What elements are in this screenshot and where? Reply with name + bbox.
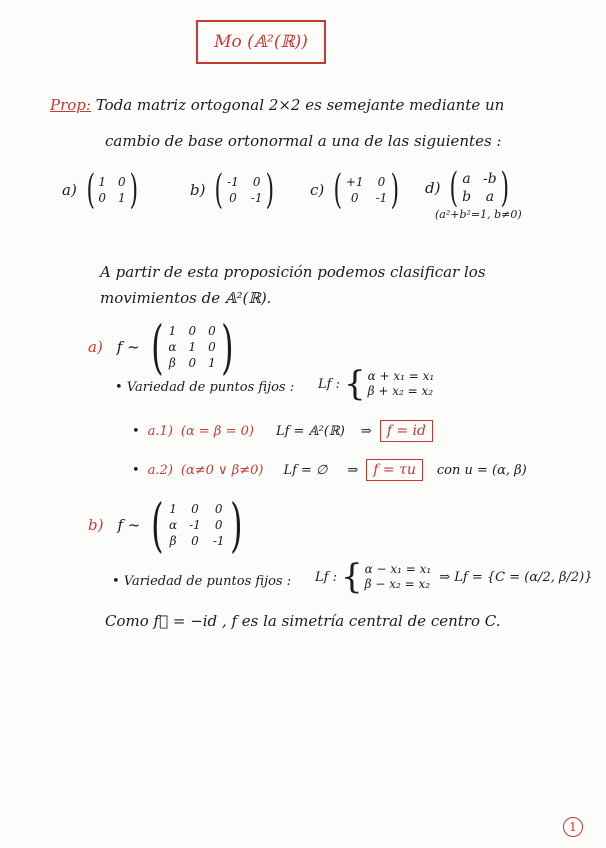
matrix-cell: 0 bbox=[188, 356, 197, 370]
matrix-cell: -b bbox=[483, 171, 497, 187]
matrix-cell: -1 bbox=[250, 191, 263, 205]
paragraph-line-1: A partir de esta proposición podemos clasificar los bbox=[100, 263, 486, 281]
matrix-cell: 0 bbox=[214, 518, 223, 532]
page-title-text: Mo (𝔸²(ℝ)) bbox=[214, 32, 308, 52]
case-a2-lf: Lf = ∅ bbox=[283, 462, 328, 478]
brace-icon: { bbox=[340, 557, 363, 597]
matrix-cell: 0 bbox=[229, 191, 237, 205]
matrix-cell: a bbox=[462, 171, 471, 187]
matrix-cell: 1 bbox=[208, 356, 216, 370]
proposition-line-1 bbox=[50, 96, 504, 114]
case-b-equations bbox=[365, 562, 432, 592]
page-title bbox=[196, 20, 326, 64]
case-a-equations bbox=[368, 369, 435, 399]
case-a-fixed-label: • Variedad de puntos fijos : bbox=[115, 380, 295, 395]
matrix-a-cells bbox=[98, 175, 125, 205]
implies-arrow: ⇒ bbox=[347, 462, 359, 478]
case-b-system bbox=[315, 557, 593, 597]
paren-left: ( bbox=[151, 491, 164, 559]
case-a-system bbox=[318, 364, 435, 404]
case-a-matrix-cells bbox=[168, 324, 215, 370]
bullet: • bbox=[132, 423, 140, 439]
paren-right: ) bbox=[265, 167, 275, 213]
case-a-f: f ~ bbox=[116, 338, 140, 356]
page-number bbox=[563, 817, 583, 837]
matrix-b bbox=[190, 167, 278, 213]
case-a-matrix bbox=[88, 313, 238, 381]
case-b-label: b) bbox=[88, 516, 104, 534]
case-a1-label: a.1) bbox=[147, 423, 173, 439]
case-b-matrix bbox=[88, 491, 247, 559]
matrix-d-cells bbox=[462, 171, 497, 205]
paren-right: ) bbox=[500, 165, 509, 211]
implies-arrow: ⇒ bbox=[360, 423, 372, 439]
paren-right: ) bbox=[129, 167, 138, 213]
prop-label: Prop: bbox=[50, 96, 91, 114]
matrix-cell: 0 bbox=[191, 502, 199, 516]
case-a-label: a) bbox=[88, 338, 103, 356]
matrix-c-cells bbox=[346, 175, 387, 205]
paren-right: ) bbox=[390, 167, 400, 213]
matrix-cell: 1 bbox=[169, 502, 177, 516]
matrix-b-label: b) bbox=[190, 181, 206, 199]
paren-right: ) bbox=[229, 491, 243, 559]
matrix-cell: α bbox=[168, 340, 177, 354]
bullet: • bbox=[132, 462, 140, 478]
matrix-cell: 0 bbox=[98, 191, 107, 205]
paren-left: ( bbox=[449, 165, 459, 211]
case-a2-note: con u = (α, β) bbox=[436, 462, 527, 478]
matrix-cell: α bbox=[169, 518, 178, 532]
case-a1-result-box: f = id bbox=[380, 420, 433, 442]
case-b-f: f ~ bbox=[117, 516, 141, 534]
matrix-cell: -1 bbox=[212, 534, 225, 548]
matrix-d-condition: (a²+b²=1, b≠0) bbox=[435, 208, 522, 221]
matrix-cell: b bbox=[462, 189, 472, 205]
paren-right: ) bbox=[220, 313, 234, 381]
matrix-cell: 0 bbox=[214, 502, 223, 516]
equation: β − x₂ = x₂ bbox=[364, 577, 431, 591]
matrix-cell: 0 bbox=[208, 324, 216, 338]
matrix-cell: -1 bbox=[189, 518, 201, 532]
matrix-cell: β bbox=[169, 534, 177, 548]
matrix-cell: 0 bbox=[252, 175, 261, 189]
paren-left: ( bbox=[86, 167, 95, 213]
case-a2-label: a.2) bbox=[147, 462, 173, 478]
page-number-text: 1 bbox=[569, 820, 577, 834]
case-a2-result-box: f = τu bbox=[366, 459, 423, 481]
matrix-cell: +1 bbox=[345, 175, 364, 189]
matrix-c-label: c) bbox=[310, 181, 325, 199]
matrix-cell: -1 bbox=[375, 191, 388, 205]
matrix-a bbox=[62, 167, 141, 213]
brace-icon: { bbox=[343, 364, 366, 404]
matrix-d bbox=[425, 165, 512, 211]
case-a2-condition: (α≠0 ∨ β≠0) bbox=[180, 462, 264, 478]
case-a1-row bbox=[132, 420, 433, 442]
conclusion: Como f⃗ = −id , f es la simetría central de centro C. bbox=[105, 612, 501, 630]
matrix-cell: a bbox=[485, 189, 495, 205]
equation: α − x₁ = x₁ bbox=[364, 562, 432, 576]
matrix-cell: 0 bbox=[350, 191, 359, 205]
matrix-cell: 0 bbox=[208, 340, 216, 354]
matrix-cell: -1 bbox=[227, 175, 239, 189]
matrix-cell: 1 bbox=[98, 175, 107, 189]
matrix-cell: 0 bbox=[118, 175, 126, 189]
matrix-b-cells bbox=[227, 175, 262, 205]
matrix-cell: 1 bbox=[188, 340, 197, 354]
paren-left: ( bbox=[333, 167, 343, 213]
equation: α + x₁ = x₁ bbox=[367, 369, 435, 383]
case-a2-row bbox=[132, 459, 527, 481]
case-a1-lf: Lf = 𝔸²(ℝ) bbox=[275, 423, 345, 439]
equation: β + x₂ = x₂ bbox=[367, 384, 434, 398]
case-a1-condition: (α = β = 0) bbox=[180, 423, 254, 439]
case-b-result: ⇒ Lf = {C = (α/2, β/2)} bbox=[439, 569, 593, 585]
paren-left: ( bbox=[214, 167, 224, 213]
prop-text-1: Toda matriz ortogonal 2×2 es semejante mediante un bbox=[95, 96, 505, 114]
matrix-cell: 0 bbox=[191, 534, 199, 548]
case-b-fixed-label: • Variedad de puntos fijos : bbox=[112, 574, 292, 589]
matrix-cell: β bbox=[168, 356, 176, 370]
matrix-d-label: d) bbox=[425, 179, 441, 197]
case-b-matrix-cells bbox=[169, 502, 225, 548]
matrix-cell: 0 bbox=[188, 324, 197, 338]
matrix-cell: 1 bbox=[118, 191, 126, 205]
paren-left: ( bbox=[150, 313, 164, 381]
matrix-cell: 1 bbox=[168, 324, 177, 338]
proposition-line-2: cambio de base ortonormal a una de las siguientes : bbox=[105, 132, 502, 150]
paragraph-line-2: movimientos de 𝔸²(ℝ). bbox=[100, 289, 272, 307]
matrix-c bbox=[310, 167, 403, 213]
matrix-a-label: a) bbox=[62, 181, 77, 199]
case-b-lf: Lf : bbox=[315, 569, 337, 585]
case-a-lf: Lf : bbox=[318, 376, 340, 392]
matrix-cell: 0 bbox=[377, 175, 386, 189]
